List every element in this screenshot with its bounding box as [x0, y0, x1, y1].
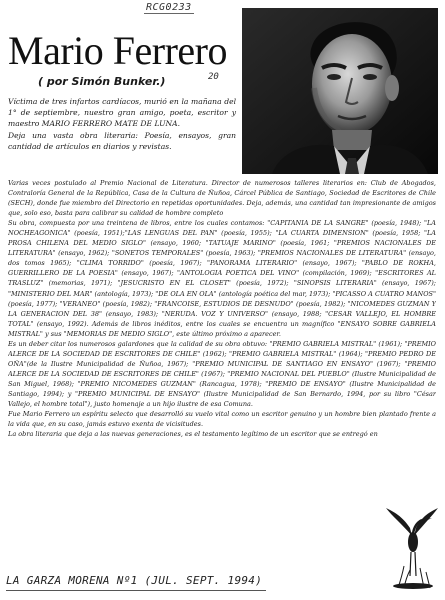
intro-paragraph: Víctima de tres infartos cardíacos, murió en la mañana del 1° de septiembre, nuestro gran amigo, poeta, escritor y maestro MARIO FERRERO MATE DE LUNA.: [8, 97, 236, 129]
intro-paragraph: Deja una vasta obra literaria: Poesía, ensayos, gran cantidad de artículos en diarios y revistas.: [8, 130, 236, 151]
article-byline: ( por Simón Bunker.): [38, 75, 166, 88]
portrait-illustration: [242, 8, 438, 174]
body-paragraph: Fue Mario Ferrero un espíritu selecto que desarrolló su vuelo vital como un escritor genuino y un hombre bien plantado frente a la vida que, en su caso, jamás estuvo exenta de vicisitudes.: [8, 410, 436, 429]
body-paragraph: La obra literaria que deja a las nuevas generaciones, es el testamento legítimo de un escritor que se entregó en: [8, 430, 378, 439]
publication-footer: LA GARZA MORENA Nº1 (JUL. SEPT. 1994): [6, 574, 263, 587]
intro-column: [8, 96, 236, 152]
article-body: [8, 178, 436, 536]
body-paragraph: Varias veces postulado al Premio Nacional de Literatura. Director de numerosos talleres literarios en: Club de Abogados, Contraloría General de la República, Casa de la Cultura de Ñuñoa, Cárcel Pública de Santiago, Sociedad de Escritores de Chile (SECH), donde fue miembro del Directorio en repetidas oportunidades. Deja, además, una cantidad tan impresionante de amigos que, solo eso, basta para calibrar su calidad de hombre completo: [8, 179, 436, 218]
heron-icon: [384, 506, 440, 590]
archive-stamp: RCG0233: [146, 2, 192, 13]
footer-underline: [6, 590, 266, 591]
body-paragraph: Su obra, compuesta por una treintena de libros, entre los cuales contamos: "CAPITANIA DE LA SANGRE" (poesía, 1948); "LA NOCHEAGONICA" (poesía, 1951);"LAS LENGUAS DEL PAN" (poesía, 1955); "LA CUARTA DIMENSION" (poesía, 1958; "LA PROSA CHILENA DEL MEDIO SIGLO" (ensayo, 1960; "TATUAJE MARINO" (poesía, 1961; "PREMIOS NACIONALES DE LITERATURA" (ensayo, 1962); "SONETOS TEMPORALES" (poesía, 1963); "PREMIOS NACIONALES DE LITERATURA" (ensayo, dos tomos 1965); "CLIMA TORRIDO" (poesía, 1967); "PANORAMA LITERARIO" (ensayo, 1967); "PABLO DE ROKHA, GUERRILLERO DE LA POESIA" (ensayo, 1967); "ANTOLOGIA POETICA DEL VINO" (compilación, 1969); "ESCRITORES AL TRASLUZ" (memorias, 1971); "JESUCRISTO EN EL CLOSET" (poesía, 1972); "SINOPSIS LITERARIA" (ensayo, 1967); "MINISTERIO DEL MAR" (antología, 1973); "DE OLA EN OLA" (antología poética del mar, 1973); "PICASSO A CUATRO MANOS" (poesía, 1977); "VERANEO" (poesía, 1982); "FRANCOISE, ESTUDIOS DE DESNUDO" (poesía, 1982); "NICOMEDES GUZMAN Y LA GENERACION DEL 38" (ensayo, 1983); "NERUDA. VOZ Y UNIVERSO" (ensayo, 1988; "CESAR VALLEJO, EL HOMBRE TOTAL" (ensayo, 1992). Además de libros inéditos, entre los cuales se encuentra un magnífico "ENSAYO SOBRE GABRIELA MISTRAL" y sus "MEMORIAS DE MEDIO SIGLO", este último próximo a aparecer.: [8, 219, 436, 338]
page-number: 20: [208, 72, 219, 82]
body-paragraph: Es un deber citar los numerosos galardones que la calidad de su obra obtuvo: "PREMIO GABRIELA MISTRAL" (1961); "PREMIO ALERCE DE LA SOCIEDAD DE ESCRITORES DE CHILE" (1962); "PREMIO GABRIELA MISTRAL" (1964); "PREMIO PEDRO DE OÑA"(de la Ilustre Municipalidad de Ñuñoa, 1967); "PREMIO MUNICIPAL DE SANTIAGO EN ENSAYO" (1967); "PREMIO ALERCE DE LA SOCIEDAD DE ESCRITORES DE CHILE" (1967); "PREMIO NACIONAL DEL PUEBLO" (Ilustre Municipalidad de San Miguel, 1968); "PREMIO NICOMEDES GUZMAN" (Rancagua, 1978); "PREMIO DE ENSAYO" (Ilustre Municipalidad de Santiago, 1994); y "PREMIO MUNICIPAL DE ENSAYO" (Ilustre Municipalidad de San Bernardo, 1994, por su libro "César Vallejo, el hombre total"), justo homenaje a un hijo ilustre de esa Comuna.: [8, 339, 436, 409]
article-title: Mario Ferrero: [8, 28, 227, 73]
portrait-photo: [242, 8, 438, 174]
